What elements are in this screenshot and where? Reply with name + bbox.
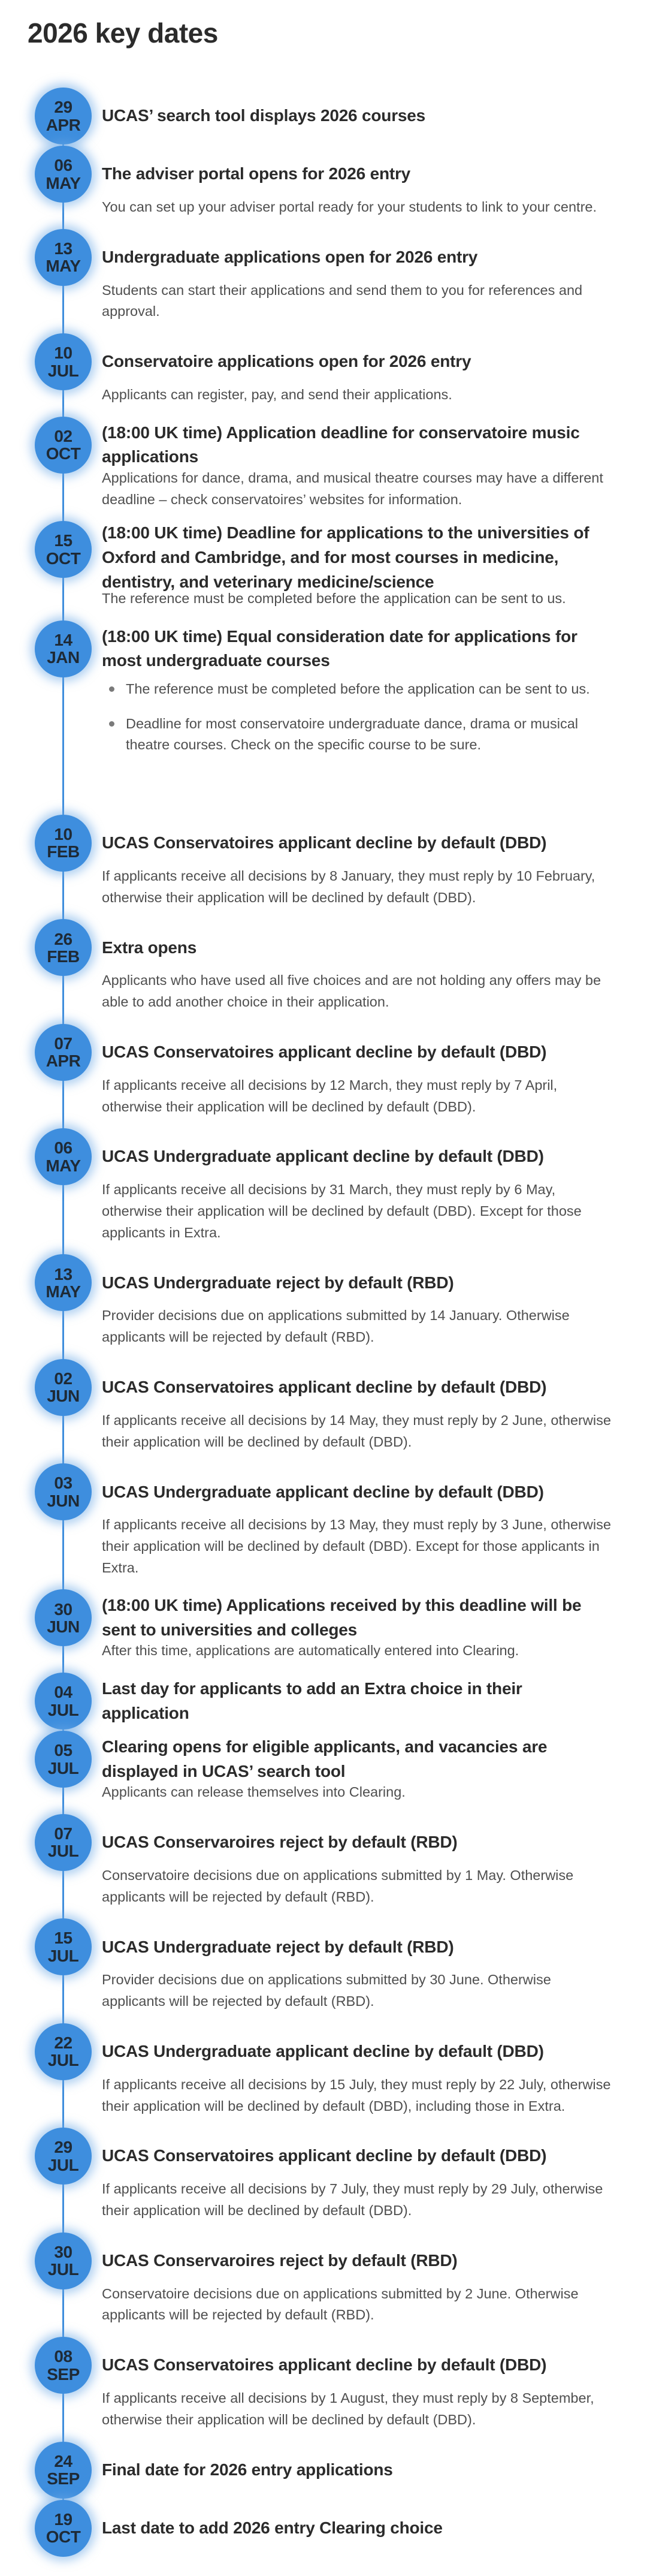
event-date-day: 14: [54, 630, 72, 649]
event-description: If applicants receive all decisions by 8 January, they must reply by 10 February, otherwise their application will be declined by default (DBD).: [102, 867, 595, 905]
event-date-day: 15: [54, 531, 72, 550]
date-badge-column: [0, 1589, 102, 1671]
event-text-column: [102, 417, 647, 520]
timeline-event: [0, 2337, 647, 2440]
event-title: UCAS Conservatoires applicant decline by default (DBD): [102, 1378, 547, 1397]
event-date-month: SEP: [47, 2364, 80, 2384]
date-badge: [35, 1024, 92, 1081]
event-date-month: JAN: [47, 648, 80, 667]
event-date-month: MAY: [46, 173, 81, 192]
event-description: If applicants receive all decisions by 15 July, they must reply by 22 July, otherwise their application will be declined by default (DBD), including those in Extra.: [102, 2076, 611, 2114]
date-badge: [35, 417, 92, 474]
event-title: UCAS Conservatoires applicant decline by default (DBD): [102, 2355, 547, 2375]
event-text-column: [102, 1589, 647, 1671]
event-date-day: 13: [54, 1264, 72, 1284]
date-badge-column: [0, 2128, 102, 2231]
date-badge: [35, 2128, 92, 2185]
date-badge-column: [0, 2500, 102, 2557]
timeline-event: [0, 229, 647, 332]
event-title: UCAS Conservatoires applicant decline by default (DBD): [102, 2146, 547, 2165]
event-date-month: APR: [46, 115, 81, 134]
timeline-event: [0, 1814, 647, 1917]
event-date-month: JUN: [47, 1617, 80, 1636]
timeline-event: [0, 1589, 647, 1671]
timeline-event: [0, 2442, 647, 2499]
event-date-day: 05: [54, 1741, 72, 1760]
event-description: Applicants who have used all five choices and are not holding any offers may be able to add another choice in their application.: [102, 972, 601, 1010]
event-title: UCAS Conservatoires applicant decline by default (DBD): [102, 1043, 547, 1062]
event-description: Provider decisions due on applications submitted by 14 January. Otherwise applicants will be rejected by default (RBD).: [102, 1307, 570, 1345]
event-text-column: [102, 1463, 647, 1588]
date-badge-column: [0, 1731, 102, 1813]
event-description: If applicants receive all decisions by 12 March, they must reply by 7 April, otherwise their application will be declined by default (DBD).: [102, 1077, 558, 1114]
date-badge: [35, 229, 92, 286]
date-badge-column: [0, 815, 102, 918]
event-date-day: 30: [54, 2242, 72, 2261]
date-badge: [35, 2442, 92, 2499]
event-title: (18:00 UK time) Deadline for applications to the universities of Oxford and Cambridge, and for most courses in medicine, dentistry, and veterinary medicine/science: [102, 523, 589, 591]
date-badge: [35, 146, 92, 203]
event-text-column: [102, 2442, 647, 2499]
event-title: (18:00 UK time) Applications received by this deadline will be sent to universities and colleges: [102, 1596, 582, 1639]
event-date-day: 19: [54, 2509, 72, 2529]
event-date-month: JUL: [47, 1842, 79, 1861]
bullet-item: The reference must be completed before the application can be sent to us.: [102, 679, 617, 700]
event-title: Clearing opens for eligible applicants, and vacancies are displayed in UCAS’ search tool: [102, 1737, 548, 1780]
event-date-day: 08: [54, 2347, 72, 2366]
timeline-event: [0, 1024, 647, 1127]
event-description: Provider decisions due on applications submitted by 30 June. Otherwise applicants will be rejected by default (RBD).: [102, 1972, 551, 2009]
event-date-day: 03: [54, 1474, 72, 1493]
event-text-column: [102, 919, 647, 1022]
event-text-column: [102, 1814, 647, 1917]
event-description: Applicants can register, pay, and send their applications.: [102, 387, 452, 403]
date-badge: [35, 1128, 92, 1185]
event-date-month: MAY: [46, 1156, 81, 1175]
event-title: UCAS Undergraduate reject by default (RBD): [102, 1937, 454, 1956]
event-title: UCAS Conservaroires reject by default (RBD): [102, 2250, 458, 2270]
event-title: Last date to add 2026 entry Clearing choice: [102, 2518, 443, 2537]
event-date-day: 10: [54, 825, 72, 844]
event-title: Last day for applicants to add an Extra choice in their application: [102, 1679, 522, 1722]
event-text-column: [102, 1254, 647, 1357]
event-date-month: OCT: [46, 549, 81, 568]
event-date-month: JUL: [47, 2051, 79, 2070]
event-text-column: [102, 229, 647, 332]
event-date-month: JUN: [47, 1491, 80, 1510]
event-text-column: [102, 815, 647, 918]
date-badge-column: [0, 2023, 102, 2126]
event-title: Final date for 2026 entry applications: [102, 2460, 393, 2479]
date-badge: [35, 1918, 92, 1975]
date-badge: [35, 1589, 92, 1646]
date-badge-column: [0, 2442, 102, 2499]
date-badge-column: [0, 417, 102, 520]
event-title: UCAS’ search tool displays 2026 courses: [102, 106, 426, 125]
event-description: If applicants receive all decisions by 31 March, they must reply by 6 May, otherwise their application will be declined by default (DBD). Except for those applicants in Extra.: [102, 1182, 582, 1240]
date-badge-column: [0, 521, 102, 619]
timeline-event: [0, 815, 647, 918]
event-date-month: JUL: [47, 361, 79, 380]
event-title: Undergraduate applications open for 2026 entry: [102, 247, 478, 266]
event-description: Students can start their applications and send them to you for references and approval.: [102, 282, 583, 320]
event-title: Extra opens: [102, 938, 197, 957]
bullet-list: [102, 679, 617, 756]
event-title: UCAS Conservatoires applicant decline by default (DBD): [102, 833, 547, 852]
event-description: If applicants receive all decisions by 7 July, they must reply by 29 July, otherwise their application will be declined by default (DBD).: [102, 2181, 603, 2218]
event-date-day: 26: [54, 929, 72, 948]
timeline-event: [0, 521, 647, 619]
event-text-column: [102, 2023, 647, 2126]
event-text-column: [102, 521, 647, 619]
event-date-day: 29: [54, 2138, 72, 2157]
event-text-column: [102, 1918, 647, 2021]
event-date-day: 07: [54, 1824, 72, 1843]
date-badge-column: [0, 229, 102, 332]
event-description: Conservatoire decisions due on applications submitted by 1 May. Otherwise applicants will be rejected by default (RBD).: [102, 1867, 574, 1905]
date-badge-column: [0, 1254, 102, 1357]
key-dates-timeline: [0, 88, 647, 2576]
timeline-event: [0, 88, 647, 144]
date-badge: [35, 919, 92, 976]
event-description: If applicants receive all decisions by 14 May, they must reply by 2 June, otherwise their application will be declined by default (DBD).: [102, 1412, 611, 1450]
date-badge: [35, 815, 92, 872]
date-badge: [35, 1814, 92, 1871]
date-badge: [35, 2232, 92, 2289]
event-date-month: JUN: [47, 1387, 80, 1406]
date-badge: [35, 521, 92, 578]
timeline-event: [0, 919, 647, 1022]
bullet-item: Deadline for most conservatoire undergraduate dance, drama or musical theatre courses. Check on the specific course to be sure.: [102, 713, 617, 756]
date-badge: [35, 1359, 92, 1416]
event-title: UCAS Undergraduate reject by default (RBD): [102, 1273, 454, 1292]
date-badge-column: [0, 919, 102, 1022]
event-date-month: JUL: [47, 1946, 79, 1965]
event-date-month: MAY: [46, 1282, 81, 1301]
event-date-day: 02: [54, 426, 72, 445]
event-title: Conservatoire applications open for 2026 entry: [102, 352, 471, 371]
timeline-event: [0, 417, 647, 520]
event-date-day: 07: [54, 1034, 72, 1053]
event-date-month: JUL: [47, 1758, 79, 1777]
event-description: Applications for dance, drama, and musical theatre courses may have a different deadline – check conservatoires’ websites for information.: [102, 469, 603, 507]
timeline-event: [0, 1918, 647, 2021]
timeline-event: [0, 620, 647, 814]
timeline-event: [0, 2232, 647, 2336]
date-badge: [35, 88, 92, 144]
date-badge: [35, 2023, 92, 2080]
timeline-event: [0, 2023, 647, 2126]
date-badge: [35, 1673, 92, 1730]
event-date-month: OCT: [46, 444, 81, 463]
event-text-column: [102, 1731, 647, 1813]
event-title: (18:00 UK time) Application deadline for conservatoire music applications: [102, 423, 580, 466]
date-badge-column: [0, 333, 102, 415]
event-date-month: JUL: [47, 2260, 79, 2279]
event-date-day: 22: [54, 2033, 72, 2052]
timeline-event: [0, 2500, 647, 2557]
timeline-event: [0, 1731, 647, 1813]
date-badge: [35, 1254, 92, 1311]
event-date-day: 13: [54, 239, 72, 258]
timeline-event: [0, 1463, 647, 1588]
event-text-column: [102, 2128, 647, 2231]
event-date-day: 30: [54, 1599, 72, 1619]
event-title: UCAS Undergraduate applicant decline by default (DBD): [102, 2041, 544, 2060]
date-badge-column: [0, 2337, 102, 2440]
date-badge-column: [0, 1463, 102, 1588]
event-text-column: [102, 1128, 647, 1253]
event-text-column: [102, 620, 647, 814]
event-description: The reference must be completed before the application can be sent to us.: [102, 590, 566, 607]
date-badge: [35, 1463, 92, 1520]
event-date-month: FEB: [47, 947, 80, 966]
date-badge: [35, 2337, 92, 2394]
date-badge-column: [0, 1128, 102, 1253]
event-text-column: [102, 1673, 647, 1730]
event-text-column: [102, 2500, 647, 2557]
event-text-column: [102, 1024, 647, 1127]
event-text-column: [102, 2337, 647, 2440]
event-date-month: OCT: [46, 2527, 81, 2547]
event-date-day: 06: [54, 156, 72, 175]
event-date-month: FEB: [47, 842, 80, 861]
timeline-event: [0, 1128, 647, 1253]
event-date-day: 10: [54, 344, 72, 363]
timeline-event: [0, 1359, 647, 1462]
page-title: 2026 key dates: [28, 17, 218, 49]
event-text-column: [102, 333, 647, 415]
event-date-day: 24: [54, 2451, 72, 2470]
event-title: The adviser portal opens for 2026 entry: [102, 164, 411, 183]
date-badge-column: [0, 2232, 102, 2336]
event-date-day: 06: [54, 1138, 72, 1158]
event-description: If applicants receive all decisions by 1 August, they must reply by 8 September, otherwise their application will be declined by default (DBD).: [102, 2390, 594, 2427]
event-title: UCAS Undergraduate applicant decline by default (DBD): [102, 1147, 544, 1166]
event-description: Conservatoire decisions due on applications submitted by 2 June. Otherwise applicants will be rejected by default (RBD).: [102, 2285, 579, 2323]
timeline-event: [0, 1254, 647, 1357]
date-badge: [35, 620, 92, 677]
event-description: You can set up your adviser portal ready for your students to link to your centre.: [102, 199, 597, 215]
timeline-event: [0, 146, 647, 228]
event-date-month: SEP: [47, 2469, 80, 2488]
timeline-event: [0, 333, 647, 415]
timeline-event: [0, 1673, 647, 1730]
date-badge-column: [0, 1918, 102, 2021]
date-badge-column: [0, 88, 102, 144]
date-badge-column: [0, 1024, 102, 1127]
timeline-event: [0, 2128, 647, 2231]
event-title: (18:00 UK time) Equal consideration date for applications for most undergraduate courses: [102, 626, 578, 670]
date-badge: [35, 2500, 92, 2557]
event-text-column: [102, 2232, 647, 2336]
event-title: UCAS Conservaroires reject by default (RBD): [102, 1833, 458, 1852]
event-description: Applicants can release themselves into Clearing.: [102, 1784, 406, 1800]
event-text-column: [102, 88, 647, 144]
event-date-month: JUL: [47, 1700, 79, 1719]
date-badge-column: [0, 1673, 102, 1730]
timeline-events: [0, 88, 647, 2557]
date-badge-column: [0, 1359, 102, 1462]
event-title: UCAS Undergraduate applicant decline by default (DBD): [102, 1482, 544, 1501]
date-badge: [35, 333, 92, 390]
date-badge-column: [0, 1814, 102, 1917]
event-date-month: APR: [46, 1052, 81, 1071]
event-date-month: MAY: [46, 257, 81, 276]
event-text-column: [102, 1359, 647, 1462]
event-date-day: 29: [54, 98, 72, 117]
event-description: After this time, applications are automatically entered into Clearing.: [102, 1643, 519, 1659]
event-date-day: 02: [54, 1369, 72, 1388]
date-badge: [35, 1731, 92, 1788]
event-text-column: [102, 146, 647, 228]
event-date-month: JUL: [47, 2155, 79, 2174]
event-date-day: 04: [54, 1683, 72, 1702]
event-description: If applicants receive all decisions by 13 May, they must reply by 3 June, otherwise their application will be declined by default (DBD). Except for those applicants in Extra.: [102, 1517, 611, 1575]
date-badge-column: [0, 146, 102, 228]
event-date-day: 15: [54, 1929, 72, 1948]
date-badge-column: [0, 620, 102, 814]
